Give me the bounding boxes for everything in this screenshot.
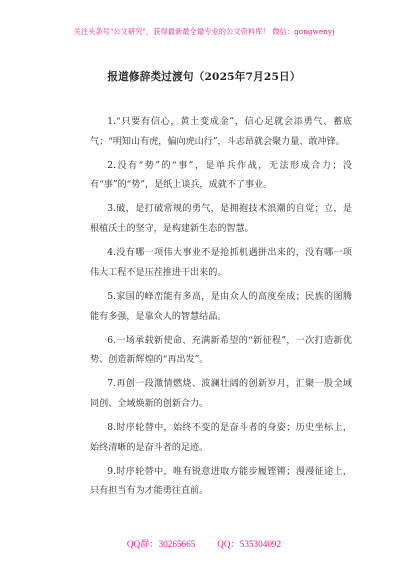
footer-qq-number: QQ：535304092 — [217, 539, 282, 549]
paragraph-1: 1.“只要有信心，黄土变成金”，信心足就会添勇气、蓄底气；“明知山有虎，偏向虎山行”，斗志昂就会聚力量、敢冲锋。 — [90, 117, 352, 147]
header-promo-note: 关注头条号"公文研究"，获得最新最全最专业的公文资料库！ 微信：gongwenyj — [73, 27, 335, 36]
document-body — [90, 113, 352, 506]
footer-contact — [0, 536, 408, 550]
paragraph-7: 7.再创一段激情燃烧、波澜壮阔的创新岁月，汇聚一股全域同创、全域焕新的创新合力。 — [90, 379, 352, 409]
paragraph-6: 6.一场承载新使命、充满新希望的“新征程”，一次打造新优势、创造新辉煌的“再出发”。 — [90, 335, 352, 366]
footer-qq-group: QQ群：30265665 — [126, 539, 196, 549]
paragraph-9: 9.时序轮替中，唯有锐意进取方能步履铿锵；漫漫征途上，只有担当有为才能勇往直前。 — [90, 466, 352, 497]
document-title: 报道修辞类过渡句（2025年7月25日） — [107, 71, 301, 83]
paragraph-4: 4.没有哪一项伟大事业不是抢抓机遇拼出来的，没有哪一项伟大工程不是压茬推进干出来的。 — [90, 248, 352, 278]
paragraph-5: 5.家国的峰峦能有多高，是由众人的高度垒成；民族的图腾能有多强，是靠众人的智慧结晶。 — [90, 291, 352, 322]
paragraph-3: 3.破，是打破常规的勇气，是拥抱技术浪潮的自觉；立，是根植沃土的坚守，是构建新生态的智慧。 — [90, 204, 352, 235]
paragraph-8: 8.时序轮替中，始终不变的是奋斗者的身姿；历史坐标上，始终清晰的是奋斗者的足迹。 — [90, 422, 352, 453]
paragraph-2: 2.没有“势”的“事”，是单兵作战，无法形成合力；没有“事”的“势”，是纸上谈兵，成就不了事业。 — [90, 160, 352, 191]
